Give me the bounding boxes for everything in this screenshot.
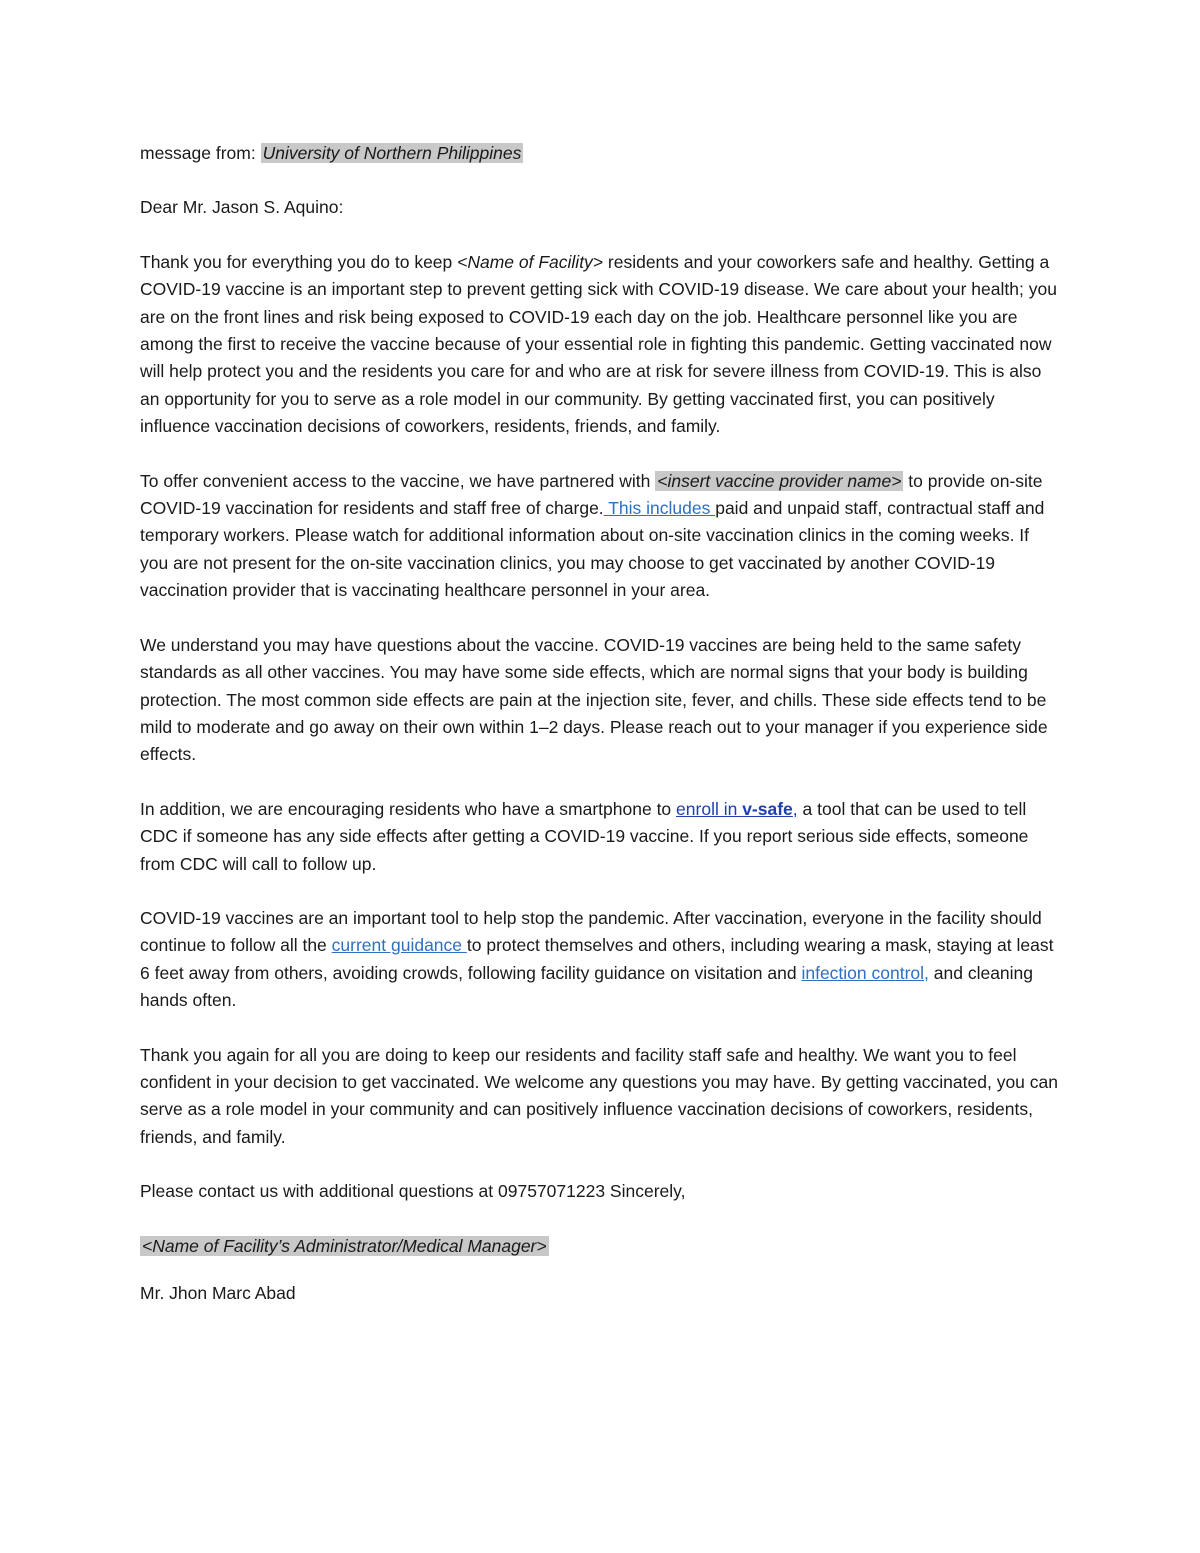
- signature-block: [140, 1233, 1060, 1308]
- vaccine-provider-placeholder: <insert vaccine provider name>: [657, 470, 902, 491]
- facility-name-placeholder: <Name of Facility>: [457, 251, 604, 272]
- administrator-title-placeholder: <Name of Facility’s Administrator/Medical Manager>: [142, 1235, 547, 1256]
- closing-line: Please contact us with additional questions at 09757071223 Sincerely,: [140, 1181, 686, 1202]
- message-from-line: [140, 140, 1060, 167]
- sender-organization: University of Northern Philippines: [262, 143, 522, 163]
- paragraph-thanks: Thank you again for all you are doing to keep our residents and facility staff safe and healthy. We want you to feel confident in your decision to get vaccinated. We welcome any questions you may have. By getting vaccinated, you can serve as a role model in your community and can positively influence vaccination decisions of coworkers, residents, friends, and family.: [140, 1044, 1058, 1147]
- this-includes-link[interactable]: This includes: [603, 498, 716, 519]
- infection-control-link[interactable]: infection control,: [801, 962, 929, 983]
- salutation: Dear Mr. Jason S. Aquino:: [140, 197, 344, 218]
- paragraph-access: To offer convenient access to the vaccine, we have partnered with <insert vaccine provider name> to provide on-site COVID-19 vaccination for residents and staff free of charge. This includes paid and unpaid staff, contractual staff and temporary workers. Please watch for additional information about on-site vaccination clinics in the coming weeks. If you are not present for the on-site vaccination clinics, you may choose to get vaccinated by another COVID-19 vaccination provider that is vaccinating healthcare personnel in your area.: [140, 470, 1045, 601]
- message-from-prefix: message from:: [140, 143, 261, 163]
- paragraph-vsafe: In addition, we are encouraging residents who have a smartphone to enroll in v-safe, a tool that can be used to tell CDC if someone has any side effects after getting a COVID-19 vaccine. If you report serious side effects, someone from CDC will call to follow up.: [140, 798, 1029, 874]
- enroll-vsafe-link[interactable]: enroll in v-safe,: [676, 798, 798, 819]
- current-guidance-link[interactable]: current guidance: [331, 935, 467, 956]
- paragraph-gratitude: Thank you for everything you do to keep <Name of Facility> residents and your coworkers safe and healthy. Getting a COVID-19 vaccine is an important step to prevent getting sick with COVID-19 disease. We care about your health; you are on the front lines and risk being exposed to COVID-19 each day on the job. Healthcare personnel like you are among the first to receive the vaccine because of your essential role in fighting this pandemic. Getting vaccinated now will help protect you and the residents you care for and who are at risk for severe illness from COVID-19. This is also an opportunity for you to serve as a role model in our community. By getting vaccinated first, you can positively influence vaccination decisions of coworkers, residents, friends, and family.: [140, 251, 1057, 437]
- letter-body: [140, 140, 1060, 1307]
- paragraph-guidance: COVID-19 vaccines are an important tool to help stop the pandemic. After vaccination, everyone in the facility should continue to follow all the current guidance to protect themselves and others, including wearing a mask, staying at least 6 feet away from others, avoiding crowds, following facility guidance on visitation and infection control, and cleaning hands often.: [140, 907, 1054, 1011]
- paragraph-side-effects: We understand you may have questions about the vaccine. COVID-19 vaccines are being held to the same safety standards as all other vaccines. You may have some side effects, which are normal signs that your body is building protection. The most common side effects are pain at the injection site, fever, and chills. These side effects tend to be mild to moderate and go away on their own within 1–2 days. Please reach out to your manager if you experience side effects.: [140, 634, 1048, 765]
- signatory-name: Mr. Jhon Marc Abad: [140, 1283, 296, 1303]
